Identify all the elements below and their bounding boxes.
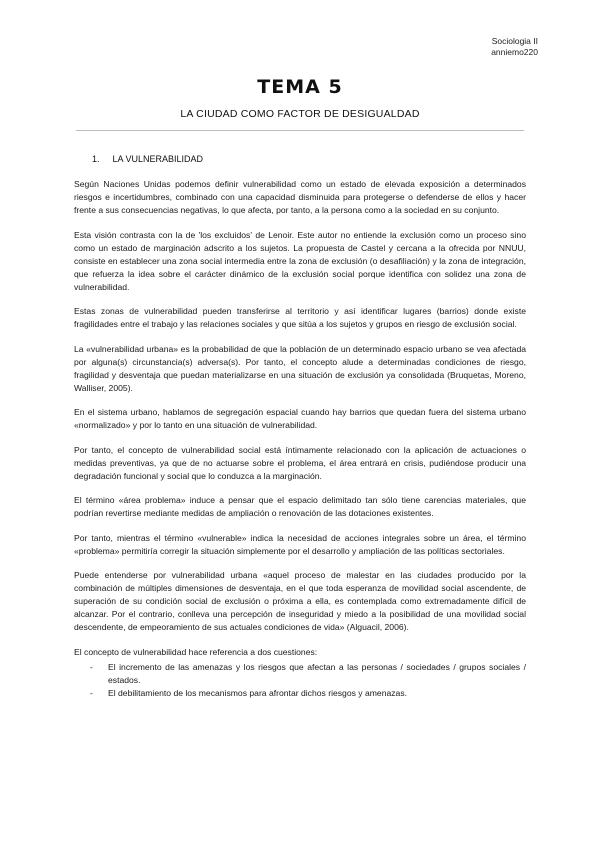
page-header — [491, 36, 538, 58]
header-period: anniemo220 — [491, 47, 538, 57]
section-heading — [92, 154, 203, 164]
paragraph: El término «área problema» induce a pensar que el espacio delimitado tan sólo tiene carencias materiales, que podrían revertirse mediante medidas de ampliación o renovación de las dotaciones existentes. — [74, 495, 526, 518]
bullet-list — [74, 661, 526, 700]
paragraph: La «vulnerabilidad urbana» es la probabilidad de que la población de un determinado espacio urbano se vea afectada por alguna(s) circunstancia(s) adversa(s). Por tanto, el concepto alude a determinadas condiciones de riesgo, fragilidad y desventaja que puedan materializarse en una situación de exclusión ya consolidada (Bruquetas, Moreno, Walliser, 2005). — [74, 343, 526, 393]
list-item-text: El incremento de las amenazas y los riesgos que afectan a las personas / sociedades / grupos sociales / estados. — [108, 661, 526, 685]
paragraph: Estas zonas de vulnerabilidad pueden transferirse al territorio y así identificar lugares (barrios) donde existe fragilidades entre el trabajo y las relaciones sociales y que sitúa a los sujetos y grupos en riesgo de exclusión social. — [74, 306, 526, 329]
paragraph: Por tanto, el concepto de vulnerabilidad social está íntimamente relacionado con la aplicación de actuaciones o medidas preventivas, ya que de no actuarse sobre el problema, el área entrará en crisis, pudiéndose producir una degradación funcional y social que lo conduzca a la marginación. — [74, 444, 526, 481]
paragraph: Según Naciones Unidas podemos definir vulnerabilidad como un estado de elevada exposición a determinados riesgos e incertidumbres, combinado con una capacidad disminuida para protegerse o defenderse de ellos y hacer frente a sus consecuencias negativas, lo que afecta, por tanto, a la persona como a la sociedad en su conjunto. — [74, 179, 526, 215]
paragraph: Esta visión contrasta con la de 'los excluidos' de Lenoir. Este autor no entiende la exclusión como un proceso sino como un estado de marginación adscrito a los sujetos. La propuesta de Castel y cercana a la ofrecida por NNUU, consiste en establecer una zona social intermedia entre la zona de exclusión (o desafiliación) y la zona de integración, que refuerza la idea sobre el carácter dinámico de la exclusión social porque identifica con solidez una zona de vulnerabilidad. — [74, 229, 526, 292]
document-body — [74, 178, 526, 700]
document-subtitle: LA CIUDAD COMO FACTOR DE DESIGUALDAD — [180, 108, 420, 120]
paragraph: Puede entenderse por vulnerabilidad urbana «aquel proceso de malestar en las ciudades producido por la combinación de múltiples dimensiones de desventaja, en el que toda esperanza de movilidad social ascendente, de superación de su condición social de exclusión o próxima a ella, es contemplada como extremadamente difícil de alcanzar. Por el contrario, conlleva una percepción de inseguridad y miedo a la posibilidad de una movilidad social descendente, de empeoramiento de sus actuales condiciones de vida» (Alguacil, 2006). — [74, 570, 526, 632]
list-item-text: El debilitamiento de los mecanismos para afrontar dichos riesgos y amenazas. — [108, 687, 408, 698]
list-marker: - — [90, 661, 93, 672]
list-intro: El concepto de vulnerabilidad hace referencia a dos cuestiones: — [74, 646, 318, 657]
title-divider — [76, 130, 524, 131]
section-title: LA VULNERABILIDAD — [112, 154, 204, 164]
section-number: 1. — [92, 154, 100, 164]
paragraph: En el sistema urbano, hablamos de segregación espacial cuando hay barrios que quedan fuera del sistema urbano «normalizado» y por lo tanto en una situación de vulnerabilidad. — [74, 407, 526, 430]
list-item — [74, 687, 526, 700]
list-marker: - — [90, 687, 93, 698]
document-title: TEMA 5 — [257, 76, 343, 98]
paragraph: Por tanto, mientras el término «vulnerable» indica la necesidad de acciones integrales sobre un área, el término «problema» permitiría corregir la situación simplemente por el desarrollo y ampliación de las políticas sectoriales. — [74, 532, 526, 556]
list-item — [74, 661, 526, 687]
header-subject: Sociologia II — [491, 36, 538, 46]
